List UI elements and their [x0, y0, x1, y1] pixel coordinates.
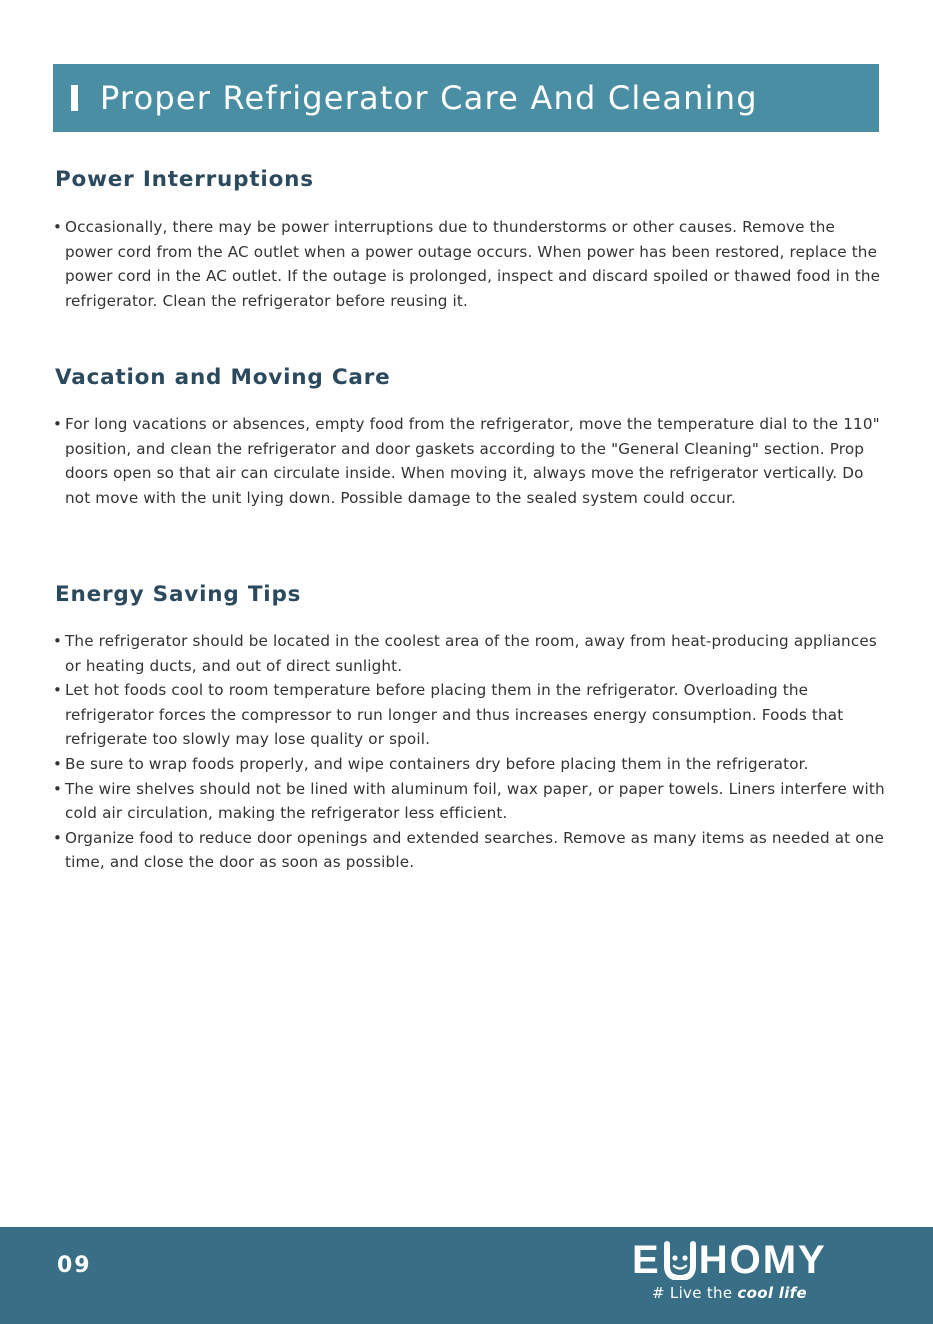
section-energy-saving-tips	[55, 581, 885, 875]
bullet-list	[55, 412, 885, 510]
bullet-icon: •	[53, 754, 62, 773]
bullet-icon: •	[53, 218, 62, 236]
bullet-icon: •	[53, 681, 62, 700]
bullet-list	[55, 629, 885, 875]
list-item	[55, 678, 885, 752]
list-item	[55, 826, 885, 875]
list-item-text: The refrigerator should be located in the coolest area of the room, away from heat-producing appliances or heating ducts, and out of direct sunlight.	[65, 632, 877, 675]
brand-tagline	[652, 1284, 807, 1302]
bullet-icon: •	[53, 779, 62, 798]
bullet-icon: •	[53, 415, 62, 433]
list-item-text: Let hot foods cool to room temperature before placing them in the refrigerator. Overloading the refrigerator forces the compressor to run longer and thus increases energy consumption. Foods that refrigerate too slowly may lose quality or spoil.	[65, 681, 844, 749]
logo-letter-e: E	[632, 1238, 661, 1282]
list-item-text: For long vacations or absences, empty food from the refrigerator, move the temperature dial to the 110" position, and clean the refrigerator and door gaskets according to the "General Cleaning" section. Prop doors open so that air can circulate inside. When moving it, always move the refrigerator vertically. Do not move with the unit lying down. Possible damage to the sealed system could occur.	[65, 415, 880, 507]
list-item	[55, 215, 885, 313]
list-item	[55, 629, 885, 678]
title-marker	[71, 85, 78, 111]
page-number: 09	[57, 1253, 92, 1278]
logo-wordmark	[632, 1237, 857, 1283]
section-heading: Vacation and Moving Care	[55, 365, 391, 390]
bullet-list	[55, 215, 885, 313]
list-item-text: Occasionally, there may be power interruptions due to thunderstorms or other causes. Remove the power cord from the AC outlet when a power outage occurs. When power has been restored, replace the power cord in the AC outlet. If the outage is prolonged, inspect and discard spoiled or thawed food in the refrigerator. Clean the refrigerator before reusing it.	[65, 218, 881, 310]
section-heading: Energy Saving Tips	[55, 582, 302, 607]
page-title: Proper Refrigerator Care And Cleaning	[100, 79, 758, 117]
section-heading: Power Interruptions	[55, 167, 314, 192]
bullet-icon: •	[53, 828, 62, 847]
list-item	[55, 752, 885, 777]
logo-letters-homy: HOMY	[698, 1238, 827, 1282]
section-vacation-moving-care	[55, 364, 885, 510]
title-banner	[53, 64, 879, 132]
page-footer	[0, 1227, 933, 1324]
smiley-face-icon	[663, 1240, 697, 1280]
list-item-text: Organize food to reduce door openings and extended searches. Remove as many items as needed at one time, and close the door as soon as possible.	[65, 828, 884, 872]
list-item-text: The wire shelves should not be lined with aluminum foil, wax paper, or paper towels. Liners interfere with cold air circulation, making the refrigerator less efficient.	[65, 779, 885, 823]
tagline-emphasis: cool life	[737, 1284, 807, 1302]
bullet-icon: •	[53, 632, 62, 650]
tagline-prefix: # Live the	[652, 1284, 738, 1302]
list-item	[55, 412, 885, 510]
list-item-text: Be sure to wrap foods properly, and wipe containers dry before placing them in the refrigerator.	[65, 754, 809, 773]
section-power-interruptions	[55, 166, 885, 313]
list-item	[55, 777, 885, 826]
brand-logo	[632, 1237, 857, 1302]
